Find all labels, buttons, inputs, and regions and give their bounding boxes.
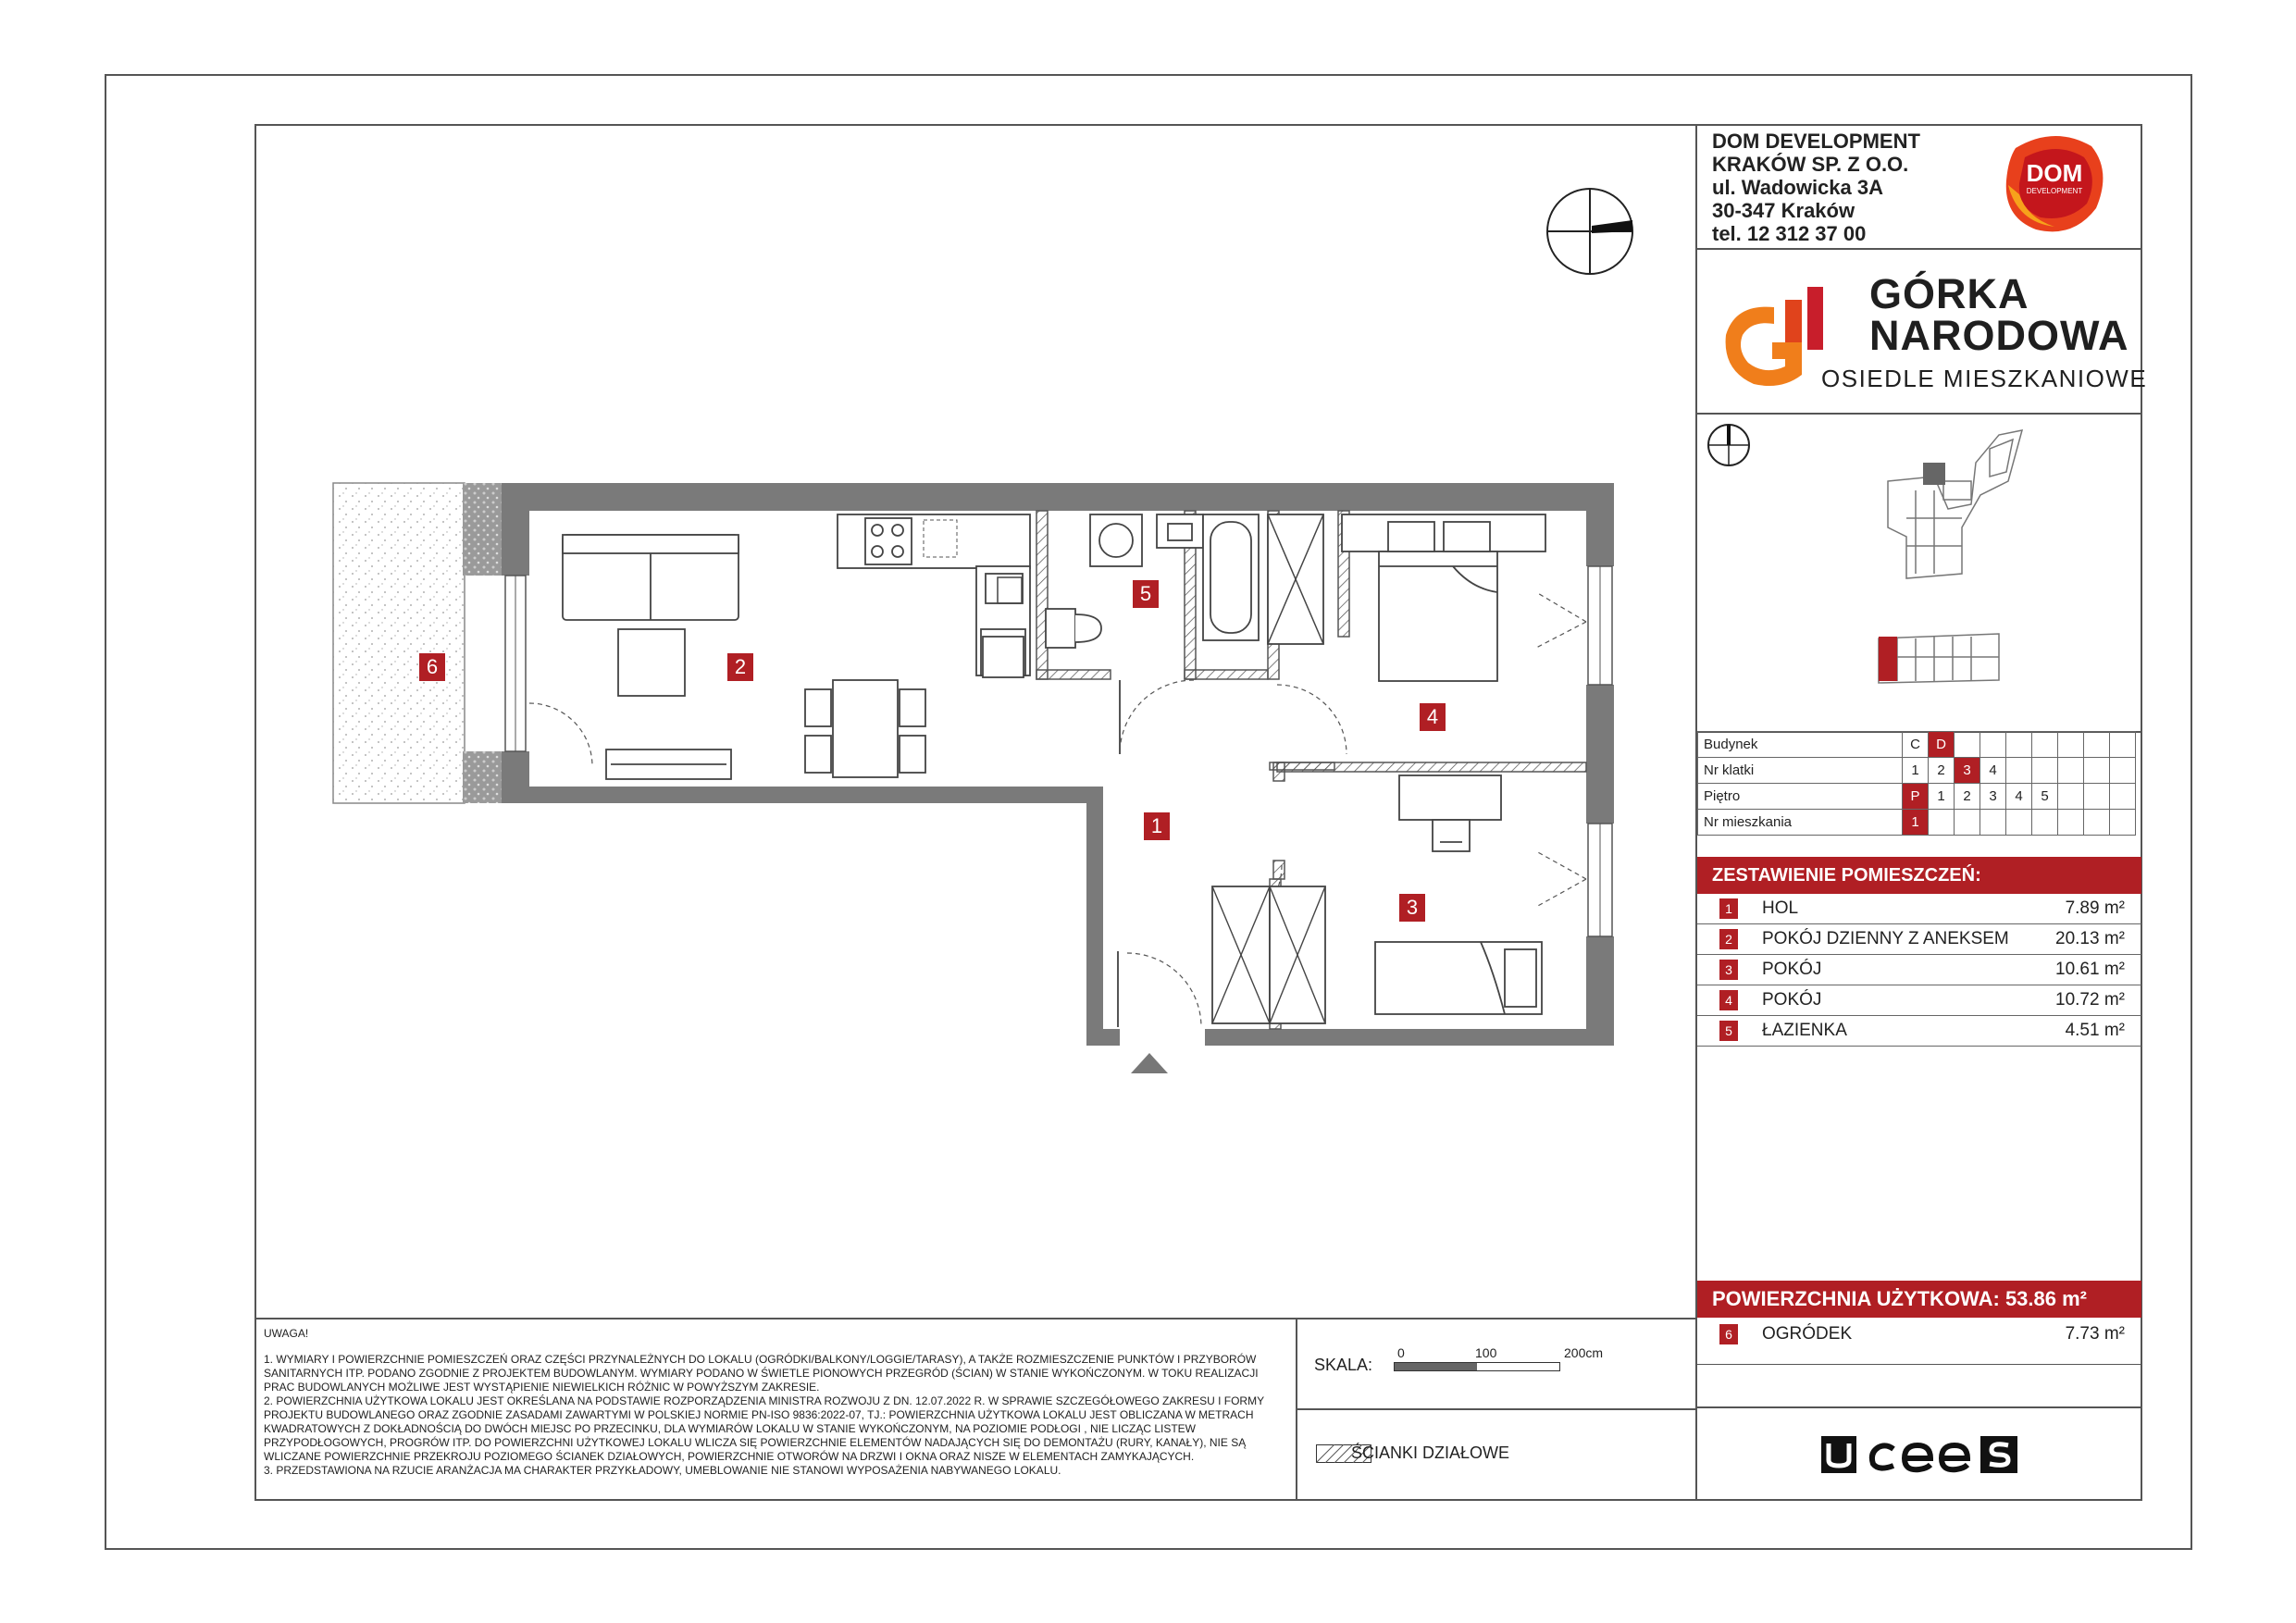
site-plan — [1860, 426, 2045, 689]
brand-title-line2: NARODOWA — [1869, 312, 2129, 359]
mieszkanie-label: Nr mieszkania — [1698, 810, 1903, 836]
scale-bar-fill — [1395, 1363, 1477, 1370]
budynek-row — [1698, 732, 2136, 758]
room-name: OGRÓDEK — [1762, 1324, 1853, 1344]
plan-room-tag-5: 5 — [1133, 580, 1159, 608]
room-row — [1697, 955, 2141, 985]
klatka-2: 2 — [1929, 758, 1955, 784]
room-area: 10.61 m² — [2055, 960, 2125, 979]
pietro-row — [1698, 784, 2136, 810]
pietro-label: Piętro — [1698, 784, 1903, 810]
plan-room-tag-2: 2 — [727, 653, 753, 681]
scale-tick-0: 0 — [1397, 1345, 1405, 1360]
brand-title — [1869, 270, 2129, 359]
notes-title: UWAGA! — [264, 1327, 309, 1340]
scale-label: SKALA: — [1314, 1356, 1373, 1374]
dom-logo-text: DOM — [2026, 159, 2083, 187]
dom-development-logo — [1999, 130, 2110, 236]
plan-room-tag-1: 1 — [1144, 812, 1170, 840]
notes-text — [264, 1353, 1286, 1478]
room-area: 7.73 m² — [2065, 1324, 2125, 1344]
plan-room-tag-3: 3 — [1399, 894, 1425, 922]
panel-rule — [1697, 248, 2142, 250]
pietro-p-selected: P — [1903, 784, 1929, 810]
budynek-label: Budynek — [1698, 732, 1903, 758]
pietro-1: 1 — [1929, 784, 1955, 810]
room-name: POKÓJ — [1762, 990, 1822, 1010]
compass-rose — [1544, 185, 1636, 278]
note-1: 1. WYMIARY I POWIERZCHNIE POMIESZCZEŃ ORAZ CZĘŚCI PRZYNALEŻNYCH DO LOKALU (OGRÓDKI/BALKONY/LOGGIE/TARASY), A TAKŻE ROZMIESZCZENIE PUNKTÓW I PRZYBORÓW SANITARNYCH ITP. PODANO ZGODNIE Z PROJEKTEM BUDOWLANYM. WYMIARY PODANO W ŚWIETLE PIONOWYCH PRZEGRÓD (ŚCIAN) W STANIE WYKOŃCZONYM. W TOKU REALIZACJI PRAC BUDOWLANYCH MOŻLIWE JEST WYSTĄPIENIE NIEWIELKICH RÓŻNIC W POWYŻSZYM ZAKRESIE. — [264, 1353, 1259, 1394]
room-row — [1697, 1016, 2141, 1047]
klatka-3-selected: 3 — [1955, 758, 1980, 784]
room-number-badge: 5 — [1719, 1021, 1738, 1041]
room-name: HOL — [1762, 898, 1799, 918]
room-number-badge: 2 — [1719, 929, 1738, 949]
site-compass — [1706, 422, 1752, 468]
room-row — [1697, 924, 2141, 955]
garden-wall — [463, 751, 502, 803]
garden-row — [1697, 1319, 2141, 1350]
klatka-row — [1698, 758, 2136, 784]
room-number-badge: 4 — [1719, 990, 1738, 1010]
scale-bar — [1394, 1362, 1560, 1371]
room-area: 7.89 m² — [2065, 898, 2125, 918]
company-phone: tel. 12 312 37 00 — [1712, 222, 1867, 245]
room-area: 20.13 m² — [2055, 929, 2125, 948]
room-area: 10.72 m² — [2055, 990, 2125, 1010]
room-name: ŁAZIENKA — [1762, 1021, 1847, 1040]
scale-tick-200: 200cm — [1564, 1345, 1604, 1360]
budynek-c: C — [1903, 732, 1929, 758]
garden-area — [333, 483, 465, 803]
pietro-3: 3 — [1980, 784, 2006, 810]
ucees-logo — [1821, 1434, 2025, 1480]
legend-label: ŚCIANKI DZIAŁOWE — [1351, 1443, 1510, 1462]
plan-room-tag-4: 4 — [1420, 703, 1446, 731]
plan-room-tag-6: 6 — [419, 653, 445, 681]
panel-rule — [1697, 1364, 2142, 1365]
klatka-4: 4 — [1980, 758, 2006, 784]
room-row — [1697, 894, 2141, 924]
room-name: POKÓJ DZIENNY Z ANEKSEM — [1762, 929, 2009, 948]
scale-tick-100: 100 — [1475, 1345, 1497, 1360]
room-row — [1697, 985, 2141, 1016]
dom-logo-subtext: DEVELOPMENT — [2026, 187, 2083, 195]
notes-rule — [254, 1318, 1697, 1319]
room-area: 4.51 m² — [2065, 1021, 2125, 1040]
company-street: ul. Wadowicka 3A — [1712, 176, 1884, 199]
budynek-d-selected: D — [1929, 732, 1955, 758]
gorka-narodowa-logo-mark — [1717, 278, 1828, 393]
company-name: DOM DEVELOPMENT — [1712, 130, 1920, 153]
floor-plan — [329, 477, 1624, 1078]
mieszkanie-1-selected: 1 — [1903, 810, 1929, 836]
note-3: 3. PRZEDSTAWIONA NA RZUCIE ARANŻACJA MA CHARAKTER PRZYKŁADOWY, UMEBLOWANIE NIE STANOWI WYPOSAŻENIA NABYWANEGO LOKALU. — [264, 1464, 1061, 1477]
entrance-arrow — [1131, 1053, 1168, 1073]
company-city: 30-347 Kraków — [1712, 199, 1855, 222]
pietro-4: 4 — [2006, 784, 2032, 810]
note-2: 2. POWIERZCHNIA UŻYTKOWA LOKALU JEST OKREŚLANA NA PODSTAWIE ROZPORZĄDZENIA MINISTRA ROZWOJU Z DN. 12.07.2022 R. W SPRAWIE SZCZEGÓŁOWEGO ZAKRESU I FORMY PROJEKTU BUDOWLANEGO ORAZ ZGODNIE ZASADAMI ZAWARTYMI W POLSKIEJ NORMIE PN-ISO 9836:2022-07, TJ.: POWIERZCHNIA UŻYTKOWA LOKALU JEST OBLICZANA W METRACH KWADRATOWYCH Z DOKŁADNOŚCIĄ DO DWÓCH MIEJSC PO PRZECINKU, DLA WYMIARÓW LOKALU W STANIE WYKOŃCZONYM, NA POZIOMIE PODŁOGI , NIE LICZĄC LISTEW PRZYPODŁOGOWYCH, PROGRÓW ITP. DO POWIERZCHNI UŻYTKOWEJ LOKALU WLICZA SIĘ POWIERZCHNIE ELEMENTÓW NADAJĄCYCH SIĘ DO DEMONTAŻU (RURY, KANAŁY), NIE SĄ WLICZANE POWIERZCHNIE PRZEKROJU POZIOMEGO ŚCIANEK DZIAŁOWYCH, POWIERZCHNIE OTWORÓW NA DRZWI I OKNA ORAZ NISZE W ELEMENTACH ZAMYKAJĄCYCH. — [264, 1394, 1264, 1463]
room-name: POKÓJ — [1762, 960, 1822, 979]
brand-subtitle: OSIEDLE MIESZKANIOWE — [1821, 365, 2148, 392]
pietro-2: 2 — [1955, 784, 1980, 810]
panel-rule — [1697, 1406, 2142, 1408]
total-area-bar: POWIERZCHNIA UŻYTKOWA: 53.86 m² — [1697, 1281, 2141, 1318]
brand-title-line1: GÓRKA — [1869, 270, 2029, 317]
panel-rule — [1697, 413, 2142, 415]
room-number-badge: 1 — [1719, 898, 1738, 919]
room-number-badge: 3 — [1719, 960, 1738, 980]
unit-info-table — [1697, 731, 2136, 836]
rooms-header: ZESTAWIENIE POMIESZCZEŃ: — [1697, 857, 2141, 894]
klatka-label: Nr klatki — [1698, 758, 1903, 784]
klatka-1: 1 — [1903, 758, 1929, 784]
mieszkanie-row — [1698, 810, 2136, 836]
room-number-badge: 6 — [1719, 1324, 1738, 1344]
pietro-5: 5 — [2032, 784, 2058, 810]
company-address — [1712, 130, 1920, 245]
scale-rule — [1296, 1408, 1697, 1410]
company-name-2: KRAKÓW SP. Z O.O. — [1712, 153, 1909, 176]
garden-wall — [463, 483, 502, 576]
